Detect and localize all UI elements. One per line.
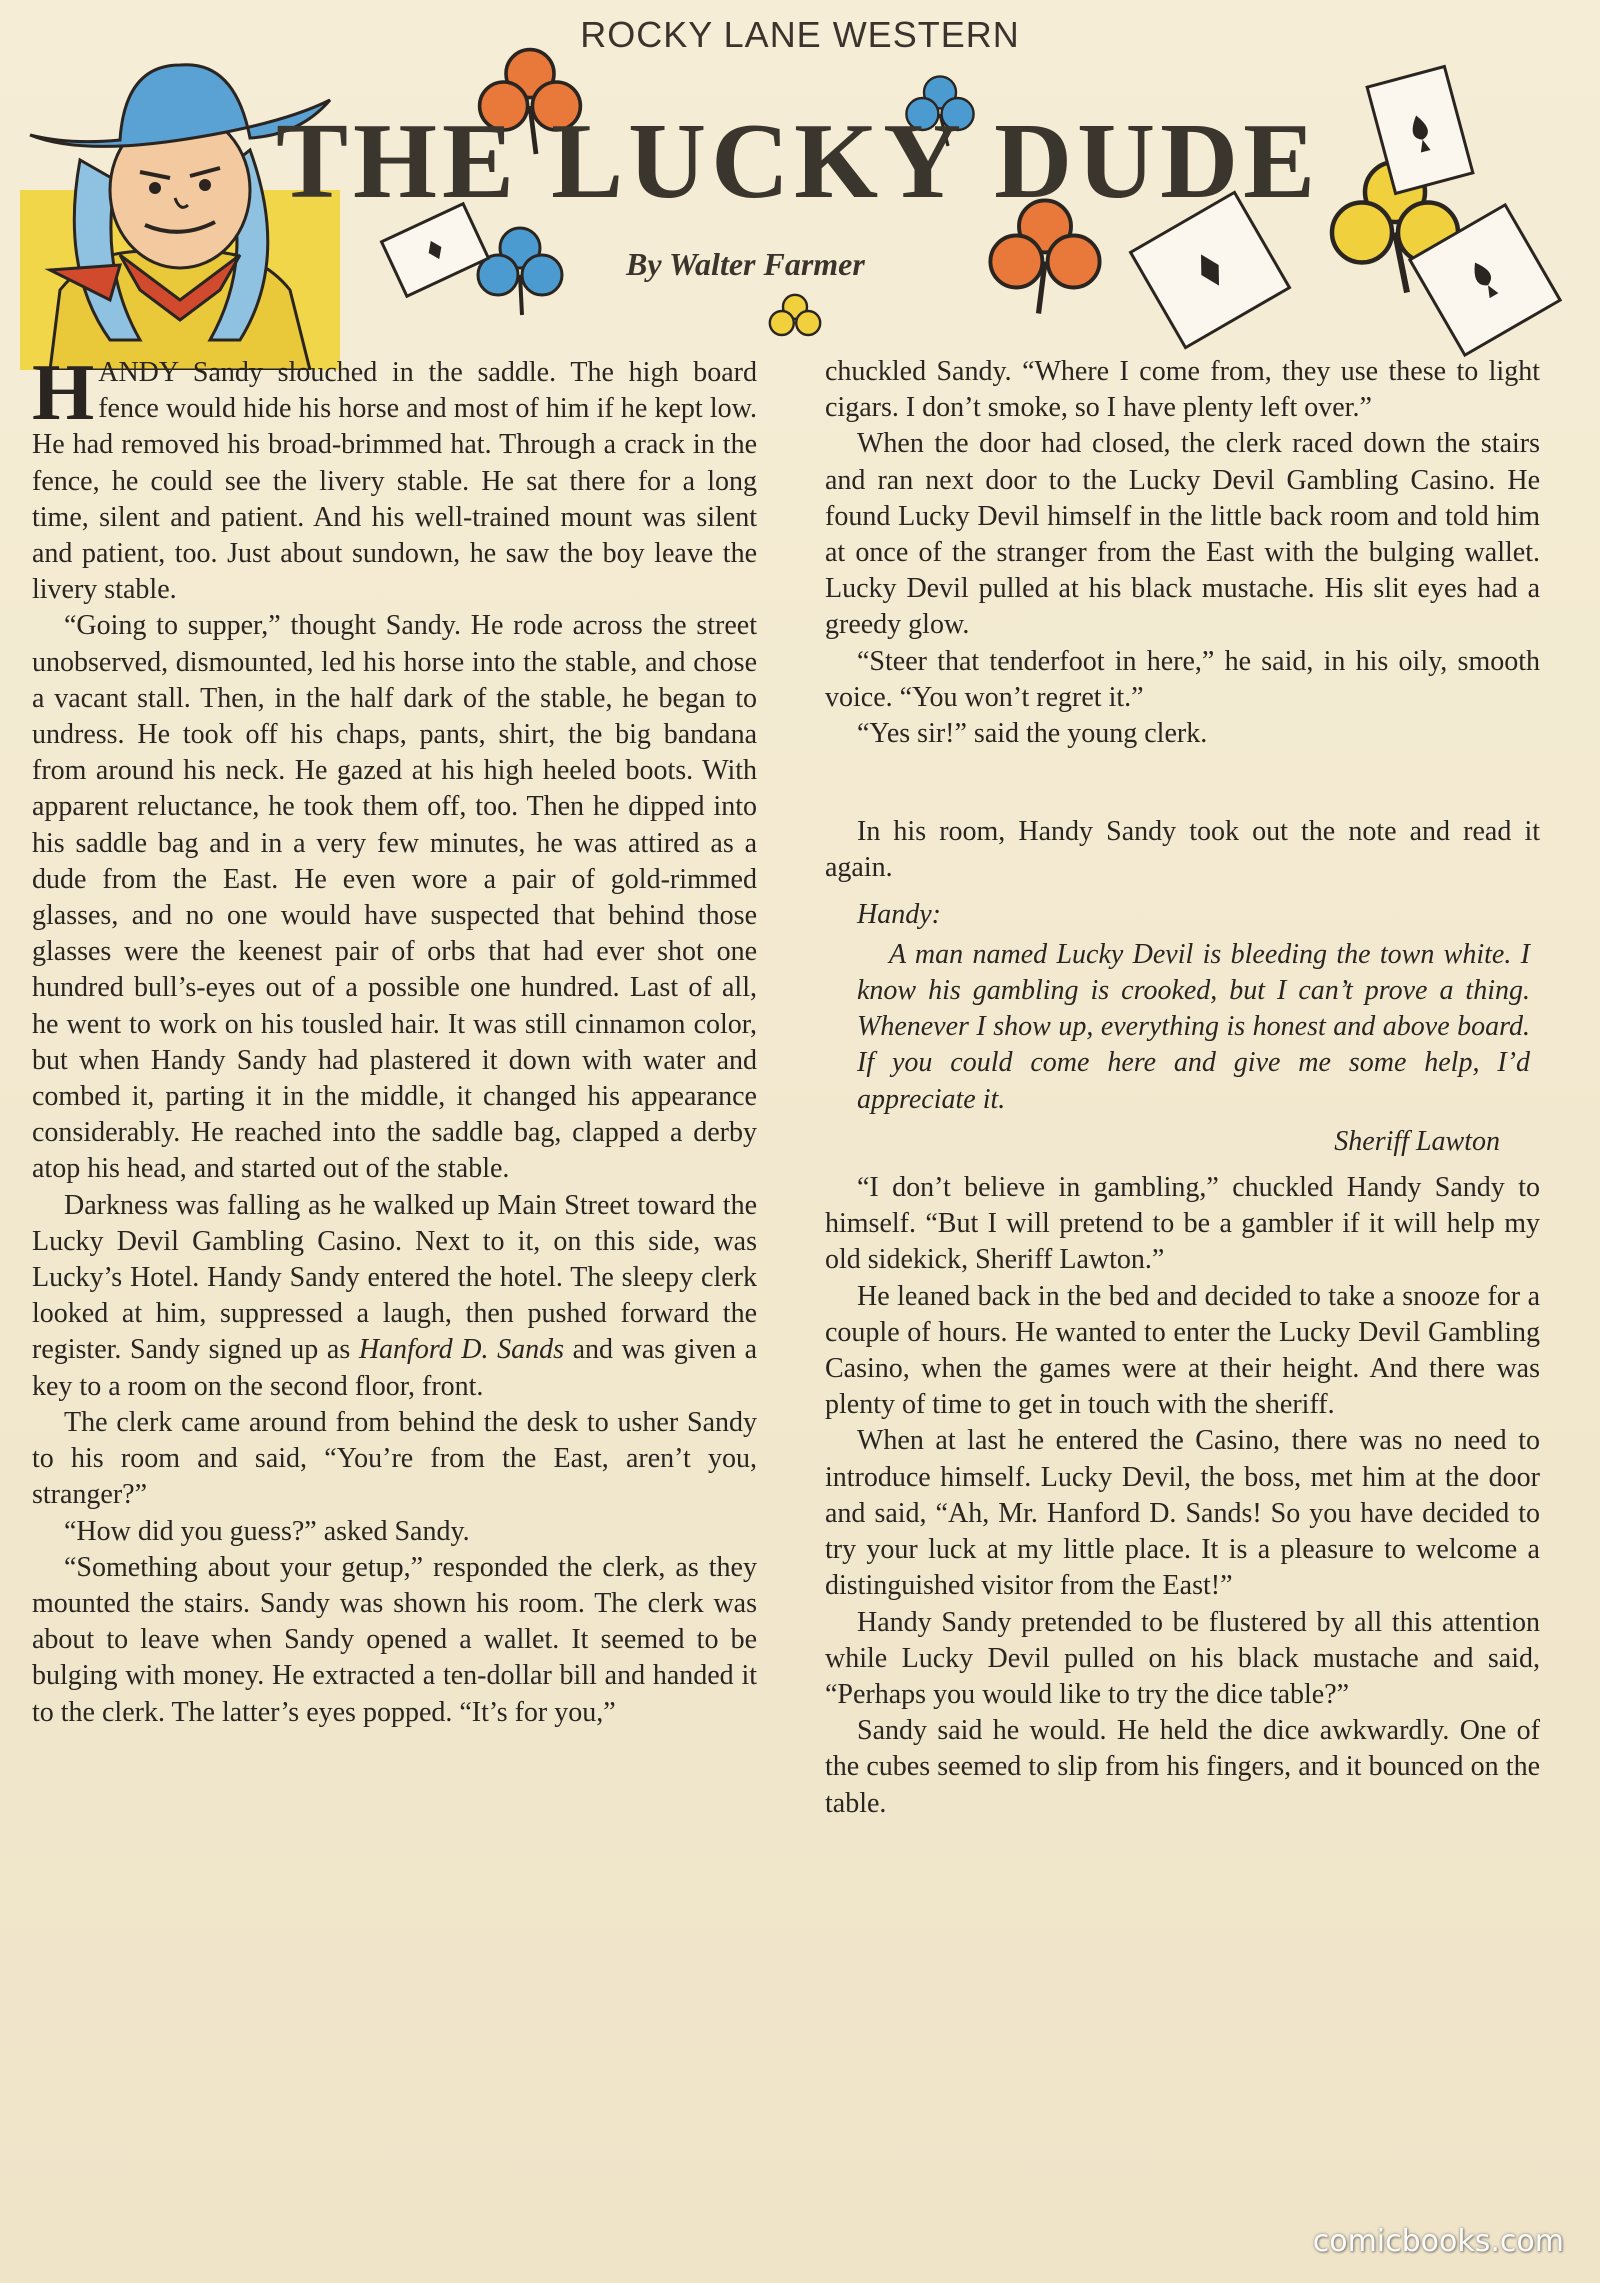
series-title: ROCKY LANE WESTERN	[580, 14, 1020, 55]
watermark: comicbooks.com	[1312, 2224, 1564, 2259]
paragraph: When at last he entered the Casino, there was no need to introduce himself. Lucky Devil, the boss, met him at the door and said, “Ah, Mr. Hanford D. Sands! So you have decided to try your luck at my little place. It is a pleasure to welcome a distinguished visitor from the East!”	[825, 1425, 1540, 1602]
paragraph: Darkness was falling as he walked up Main Street toward the Lucky Devil Gambling Casino. Next to it, on this side, was Lucky’s Hotel. Handy Sandy entered the hotel. The sleepy clerk looked at him, suppressed a laugh, then pushed forward the register. Sandy signed up as Hanford D. Sands and was given a key to a room on the second floor, front.	[32, 1189, 757, 1402]
paragraph: chuckled Sandy. “Where I come from, they use these to light cigars. I don’t smoke, so I have plenty left over.”	[825, 356, 1540, 424]
yellow-clover-icon-small	[765, 290, 825, 350]
paragraph: “How did you guess?” asked Sandy.	[64, 1515, 470, 1547]
left-column	[32, 349, 757, 1731]
letter-salutation: Handy:	[857, 898, 941, 930]
letter-signature: Sheriff Lawton	[1334, 1125, 1500, 1157]
paragraph: Sandy said he would. He held the dice awkwardly. One of the cubes seemed to slip from his fingers, and it bounced on the table.	[825, 1715, 1540, 1819]
section-break	[825, 752, 1540, 814]
drop-cap: H	[32, 349, 95, 437]
paragraph: The clerk came around from behind the desk to usher Sandy to his room and said, “You’re from the East, aren’t you, stranger?”	[32, 1406, 757, 1511]
paragraph: “I don’t believe in gambling,” chuckled Handy Sandy to himself. “But I will pretend to be a gambler if it will help my old sidekick, Sheriff Lawton.”	[825, 1172, 1540, 1276]
paragraph: “Steer that tenderfoot in here,” he said, in his oily, smooth voice. “You won’t regret it.”	[825, 645, 1540, 713]
card-icon-4	[1400, 200, 1570, 360]
paragraph: “Yes sir!” said the young clerk.	[857, 718, 1208, 750]
letter-body: A man named Lucky Devil is bleeding the town white. I know his gambling is crooked, but I can’t prove a thing. Whenever I show up, everything is honest and above board. If you could come here and give me some help, I’d appreciate it.	[857, 938, 1530, 1115]
byline: By Walter Farmer	[626, 246, 865, 282]
card-icon-2	[1360, 60, 1480, 200]
paragraph: HANDY Sandy slouched in the saddle. The high board fence would hide his horse and most of him if he kept low. He had removed his broad-brimmed hat. Through a crack in the fence, he could see the livery stable. He sat there for a long time, silent and patient. And his well-trained mount was silent and patient, too. Just about sundown, he saw the boy leave the livery stable.	[32, 349, 757, 606]
paragraph: “Something about your getup,” responded the clerk, as they mounted the stairs. Sandy was shown his room. The clerk was about to leave when Sandy opened a wallet. It seemed to be bulging with money. He extracted a ten-dollar bill and handed it to the clerk. The latter’s eyes popped. “It’s for you,”	[32, 1551, 757, 1728]
right-column	[825, 354, 1540, 1822]
story-title: THE LUCKY DUDE	[276, 102, 1321, 221]
paragraph: In his room, Handy Sandy took out the note and read it again.	[825, 816, 1540, 884]
paragraph: Handy Sandy pretended to be flustered by all this attention while Lucky Devil pulled on his black mustache and said, “Perhaps you would like to try the dice table?”	[825, 1606, 1540, 1710]
paragraph: He leaned back in the bed and decided to take a snooze for a couple of hours. He wanted to enter the Lucky Devil Gambling Casino, when the games were at their height. And there was plenty of time to get in touch with the sheriff.	[825, 1280, 1540, 1421]
paragraph: When the door had closed, the clerk raced down the stairs and ran next door to the Lucky Devil Gambling Casino. He found Lucky Devil himself in the little back room and told him at once of the stranger from the East with the bulging wallet. Lucky Devil pulled at his black mustache. His slit eyes had a greedy glow.	[825, 428, 1540, 641]
letter-block	[825, 937, 1540, 1118]
paragraph: “Going to supper,” thought Sandy. He rode across the street unobserved, dismounted, led his horse into the stable, and chose a vacant stall. Then, in the half dark of the stable, he began to undress. He took off his chaps, pants, shirt, the big bandana from around his neck. He gazed at his high heeled boots. With apparent reluctance, he took them off, too. Then he dipped into his saddle bag and in a very few minutes, he was attired as a dude from the East. He even wore a pair of gold-rimmed glasses, and no one would have suspected that behind those glasses were the keenest pair of orbs that had ever shot one hundred bull’s-eyes out of a possible one hundred. Last of all, he went to work on his tousled hair. It was still cinnamon color, but when Handy Sandy had plastered it down with water and combed it, parting it in the middle, it changed his appearance considerably. He reached into the saddle bag, clapped a derby atop his head, and started out of the stable.	[32, 610, 757, 1185]
